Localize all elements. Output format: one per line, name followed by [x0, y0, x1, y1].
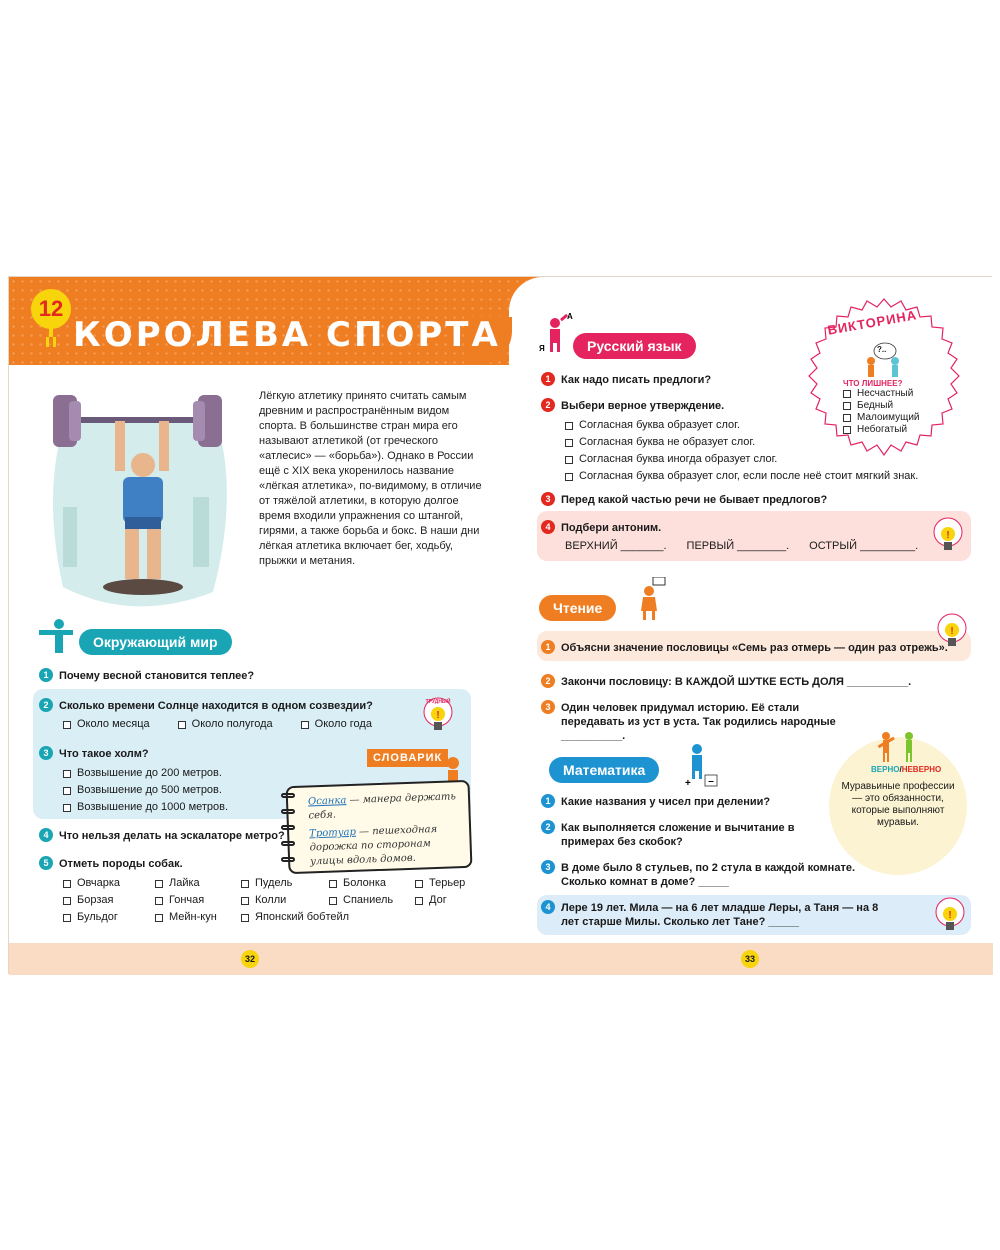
dictionary-term: Тротуар — [309, 826, 357, 840]
page-title: КОРОЛЕВА СПОРТА — [73, 315, 501, 355]
option[interactable]: Возвышение до 200 метров. — [63, 765, 228, 782]
question-text: Как надо писать предлоги? — [561, 374, 712, 386]
question-number: 1 — [39, 668, 53, 682]
svg-text:!: ! — [950, 626, 954, 637]
option[interactable]: Овчарка — [63, 875, 155, 892]
checkbox[interactable] — [63, 897, 71, 905]
hard-question-icon — [931, 515, 965, 557]
option[interactable]: Пудель — [241, 875, 329, 892]
section-matematika: Математика — [549, 757, 659, 783]
option[interactable]: Согласная буква иногда образует слог. — [565, 451, 918, 468]
svg-text:Я: Я — [539, 344, 545, 353]
question-number: 3 — [39, 746, 53, 760]
checkbox[interactable] — [329, 897, 337, 905]
option[interactable]: Согласная буква образует слог. — [565, 417, 918, 434]
question-number: 4 — [541, 520, 555, 534]
checkbox[interactable] — [155, 897, 163, 905]
svg-text:!: ! — [436, 710, 440, 721]
option[interactable]: Мейн-кун — [155, 909, 241, 926]
option[interactable]: Возвышение до 1000 метров. — [63, 799, 228, 816]
question-text: Сколько времени Солнце находится в одном созвездии? — [59, 700, 373, 712]
option[interactable]: Несчастный — [843, 388, 920, 400]
label-true: ВЕРНО — [871, 765, 900, 774]
dictionary-definition: — манера держать себя. — [308, 791, 457, 822]
question-text: Лере 19 лет. Мила — на 6 лет младше Леры, а Таня — на 8 лет старше Милы. Сколько лет Тане? _____ — [561, 902, 879, 928]
question-text: Один человек придумал историю. Её стали передавать из уст в уста. Так родились народные __________. — [561, 702, 836, 742]
option[interactable]: Спаниель — [329, 892, 415, 909]
quiz-content — [843, 379, 920, 436]
antonym-blank[interactable]: ВЕРХНИЙ _______. — [565, 540, 667, 552]
spiral-ring — [281, 793, 295, 798]
reading-question-3 — [541, 701, 861, 743]
question-text: Объясни значение пословицы «Семь раз отмерь — один раз отрежь». — [561, 642, 948, 654]
question-text: В доме было 8 стульев, по 2 стула в каждой комнате. Сколько комнат в доме? _____ — [561, 862, 856, 888]
option[interactable]: Терьер — [415, 875, 495, 892]
russian-question-3 — [541, 493, 827, 507]
antonym-blank[interactable]: ПЕРВЫЙ ________. — [686, 540, 790, 552]
russian-question-1 — [541, 373, 711, 387]
option[interactable]: Около года — [301, 716, 372, 733]
checkbox[interactable] — [415, 880, 423, 888]
checkbox[interactable] — [843, 426, 851, 434]
question-number: 3 — [541, 700, 555, 714]
question-number: 2 — [541, 820, 555, 834]
label-separator: / — [899, 765, 902, 774]
svg-text:+: + — [685, 778, 691, 787]
hard-question-icon — [421, 695, 455, 737]
checkbox[interactable] — [241, 880, 249, 888]
quiz-question: ЧТО ЛИШНЕЕ? — [843, 379, 903, 388]
reading-question-2 — [541, 675, 911, 689]
checkbox[interactable] — [155, 914, 163, 922]
checkbox[interactable] — [329, 880, 337, 888]
question-number: 4 — [39, 828, 53, 842]
checkbox[interactable] — [241, 914, 249, 922]
section-okruzhayushchiy-mir: Окружающий мир — [79, 629, 232, 655]
book-spread — [8, 276, 992, 974]
page-number-left: 32 — [241, 950, 259, 968]
lesson-figure-icon — [41, 327, 61, 349]
antonym-blank[interactable]: ОСТРЫЙ _________. — [809, 540, 919, 552]
checkbox[interactable] — [843, 402, 851, 410]
hard-question-icon — [935, 611, 969, 653]
russian-question-4 — [541, 521, 918, 552]
math-question-4 — [541, 901, 881, 929]
svg-text:–: – — [708, 776, 714, 787]
checkbox[interactable] — [415, 897, 423, 905]
hard-question-icon — [933, 895, 967, 937]
question-text: Что такое холм? — [59, 748, 149, 760]
checkbox[interactable] — [63, 880, 71, 888]
spiral-ring — [281, 809, 295, 814]
option[interactable]: Бедный — [843, 400, 920, 412]
option[interactable]: Гончая — [155, 892, 241, 909]
spiral-ring — [281, 857, 295, 862]
question-number: 2 — [541, 398, 555, 412]
option[interactable]: Согласная буква не образует слог. — [565, 434, 918, 451]
svg-text:ТРУДНЫЙ: ТРУДНЫЙ — [425, 699, 451, 705]
svg-text:!: ! — [948, 910, 952, 921]
quiz-title: ВИКТОРИНА — [826, 307, 919, 338]
section-russkiy-yazyk: Русский язык — [573, 333, 696, 359]
option[interactable]: Колли — [241, 892, 329, 909]
quiz-bubble-text: ?.. — [877, 345, 887, 354]
question-2 — [39, 699, 373, 733]
question-number: 1 — [541, 640, 555, 654]
option[interactable]: Согласная буква образует слог, если после неё стоит мягкий знак. — [565, 468, 918, 485]
checkbox[interactable] — [63, 787, 71, 795]
math-figure-icon — [683, 743, 719, 787]
page-number-right: 33 — [741, 950, 759, 968]
option[interactable]: Небогатый — [843, 424, 920, 436]
question-number: 3 — [541, 492, 555, 506]
checkbox[interactable] — [565, 473, 573, 481]
checkbox[interactable] — [241, 897, 249, 905]
option[interactable]: Дог — [415, 892, 495, 909]
dictionary-definition: — пешеходная дорожка по сторонам улицы вдоль домов. — [309, 823, 438, 868]
weightlifter-illustration — [33, 387, 241, 615]
question-text: Почему весной становится теплее? — [59, 670, 255, 682]
letters-figure-icon — [537, 311, 577, 353]
intro-text: Лёгкую атлетику принято считать самым древним и распространённым видом спорта. В большинстве стран мира его называют атлетикой (от греческого «атлесис» — «борьба»). Однако в России ещё с XIX века укоренилось название «лёгкая атлетика», по-видимому, в отличие от тяжёлой атлетики, в которую долгое время входили упражнения со штангой, гирями, а также борьба и бокс. В наши дни лёгкая атлетика включает бег, ходьбу, прыжки и метания. — [259, 390, 482, 567]
checkbox[interactable] — [565, 439, 573, 447]
checkbox[interactable] — [565, 456, 573, 464]
figure-icon — [39, 619, 73, 653]
question-text: Закончи пословицу: В КАЖДОЙ ШУТКЕ ЕСТЬ ДОЛЯ __________. — [561, 676, 912, 688]
option[interactable]: Бульдог — [63, 909, 155, 926]
option[interactable]: Болонка — [329, 875, 415, 892]
checkbox[interactable] — [155, 880, 163, 888]
label-false: НЕВЕРНО — [901, 765, 942, 774]
question-1 — [39, 669, 254, 683]
question-text: Перед какой частью речи не бывает предлогов? — [561, 494, 828, 506]
checkbox[interactable] — [63, 914, 71, 922]
dictionary-term: Осанка — [307, 795, 347, 808]
math-question-2 — [541, 821, 801, 849]
checkbox[interactable] — [301, 721, 309, 729]
checkbox[interactable] — [178, 721, 186, 729]
checkbox[interactable] — [63, 721, 71, 729]
question-text: Отметь породы собак. — [59, 858, 183, 870]
question-4 — [39, 829, 285, 843]
true-false-label — [871, 765, 941, 774]
option[interactable]: Лайка — [155, 875, 241, 892]
question-text: Что нельзя делать на эскалаторе метро? — [59, 830, 285, 842]
question-number: 1 — [541, 794, 555, 808]
question-text: Подбери антоним. — [561, 522, 662, 534]
option[interactable]: Малоимущий — [843, 412, 920, 424]
question-5 — [39, 857, 183, 871]
option[interactable]: Японский бобтейл — [241, 909, 415, 926]
option[interactable]: Возвышение до 500 метров. — [63, 782, 228, 799]
footer-band — [9, 943, 993, 975]
reading-question-1 — [541, 641, 948, 655]
question-text: Выбери верное утверждение. — [561, 400, 725, 412]
reading-figure-icon — [633, 577, 669, 621]
dictionary-note — [286, 780, 473, 874]
svg-text:А: А — [567, 312, 573, 321]
checkbox[interactable] — [843, 390, 851, 398]
question-number: 2 — [39, 698, 53, 712]
math-question-1 — [541, 795, 770, 809]
dictionary-label: СЛОВАРИК — [367, 749, 448, 767]
math-question-3 — [541, 861, 861, 889]
question-number: 2 — [541, 674, 555, 688]
breeds-grid — [63, 875, 495, 926]
option[interactable]: Около полугода — [178, 716, 273, 733]
checkbox[interactable] — [63, 770, 71, 778]
checkbox[interactable] — [565, 422, 573, 430]
figures-icon — [875, 731, 921, 763]
question-number: 4 — [541, 900, 555, 914]
question-number: 5 — [39, 856, 53, 870]
option[interactable]: Борзая — [63, 892, 155, 909]
lesson-number-badge: 12 — [31, 289, 71, 329]
question-text: Какие названия у чисел при делении? — [561, 796, 771, 808]
option[interactable]: Около месяца — [63, 716, 150, 733]
true-false-text: Муравьиные профессии — это обязанности, которые выполняют муравьи. — [841, 781, 955, 828]
question-text: Как выполняется сложение и вычитание в примерах без скобок? — [561, 822, 795, 848]
section-chtenie: Чтение — [539, 595, 616, 621]
checkbox[interactable] — [63, 804, 71, 812]
question-3 — [39, 747, 228, 816]
svg-text:!: ! — [946, 530, 950, 541]
question-number: 3 — [541, 860, 555, 874]
checkbox[interactable] — [843, 414, 851, 422]
question-number: 1 — [541, 372, 555, 386]
